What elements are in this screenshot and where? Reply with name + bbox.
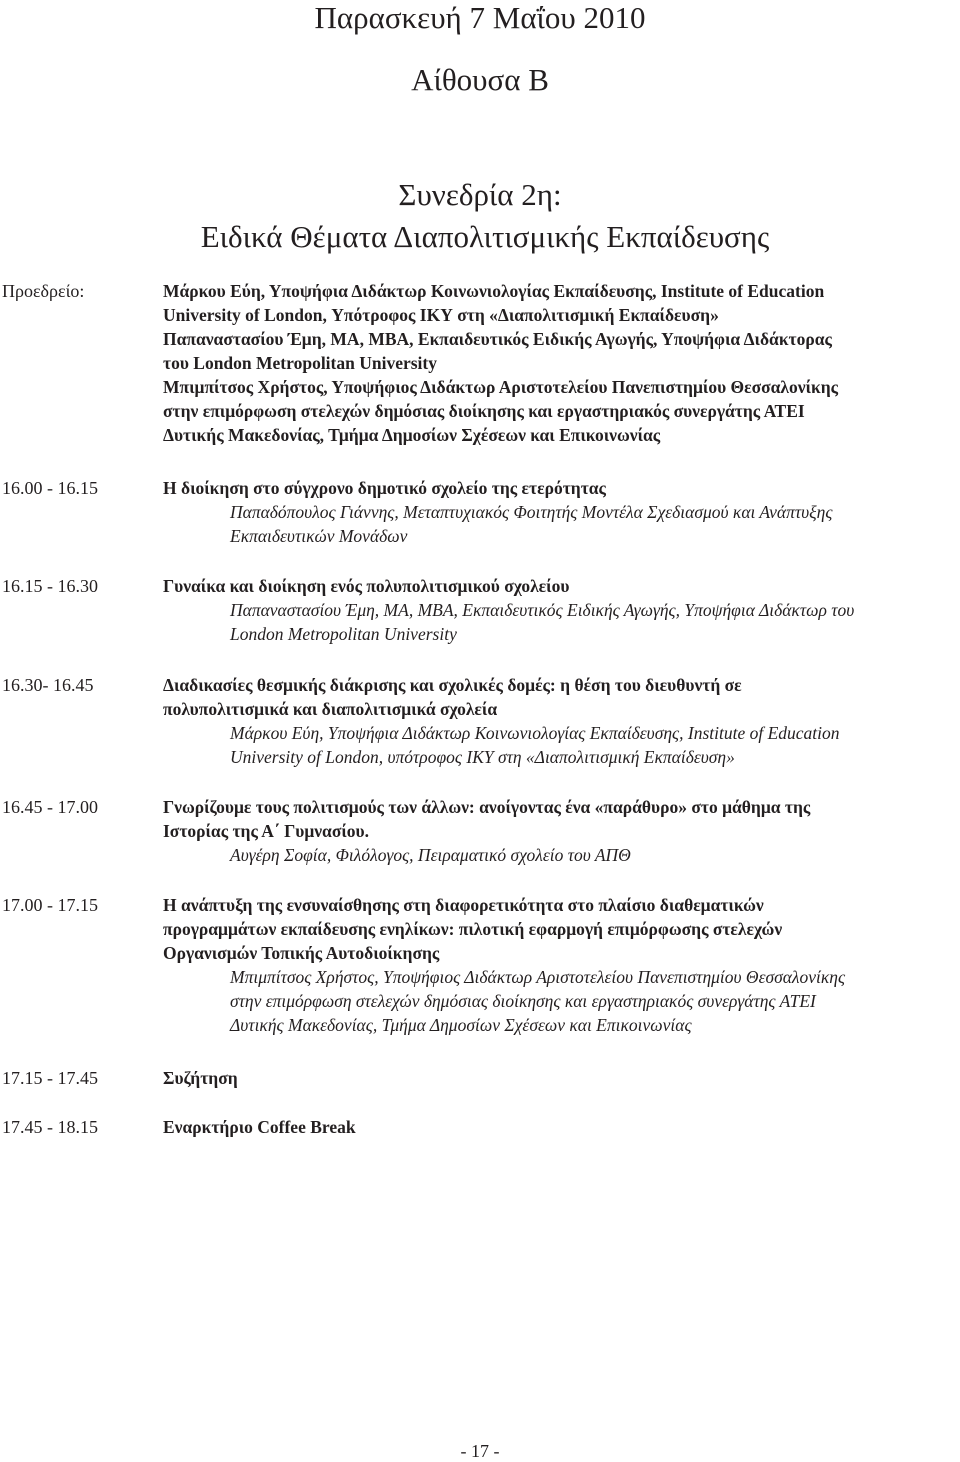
chair-line: Παπαναστασίου Έμη, ΜΑ, ΜΒΑ, Εκπαιδευτικός Ειδικής Αγωγής, Υποψήφια Διδάκτορας (163, 329, 832, 349)
time-slot: 17.45 - 18.15 (2, 1117, 98, 1137)
item-content (163, 1066, 953, 1090)
time-slot: 16.45 - 17.00 (2, 797, 98, 817)
chair-line: του London Metropolitan University (163, 353, 437, 373)
time-slot: 17.15 - 17.45 (2, 1068, 98, 1088)
session-title: Συνεδρία 2η: (398, 177, 562, 212)
talk-title: πολυπολιτισμικά και διαπολιτισμικά σχολεία (163, 699, 498, 719)
session-subtitle: Ειδικά Θέματα Διαπολιτισμικής Εκπαίδευσης (200, 219, 770, 254)
speaker-line: London Metropolitan University (230, 624, 457, 644)
chair-line: Μπιμπίτσος Χρήστος, Υποψήφιος Διδάκτωρ Αριστοτελείου Πανεπιστημίου Θεσσαλονίκης (163, 377, 839, 397)
time-slot: 16.15 - 16.30 (2, 576, 98, 596)
chair-line: Δυτικής Μακεδονίας, Τμήμα Δημοσίων Σχέσεων και Επικοινωνίας (163, 425, 661, 445)
page-number: - 17 - (460, 1441, 500, 1461)
talk-title: Διαδικασίες θεσμικής διάκρισης και σχολικές δομές: η θέση του διευθυντή σε (163, 675, 742, 695)
talk-title: Ιστορίας της Α΄ Γυμνασίου. (163, 821, 369, 841)
speaker-line: Δυτικής Μακεδονίας, Τμήμα Δημοσίων Σχέσεων και Επικοινωνίας (230, 1015, 692, 1035)
chair-label: Προεδρείο: (2, 281, 85, 301)
speaker-line: Παπαναστασίου Έμη, ΜΑ, ΜΒΑ, Εκπαιδευτικός Ειδικής Αγωγής, Υποψήφια Διδάκτωρ του (230, 600, 855, 620)
speaker-line: University of London, υπότροφος ΙΚΥ στη «Διαπολιτισμική Εκπαίδευση» (230, 747, 735, 767)
talk-title: προγραμμάτων εκπαίδευσης ενηλίκων: πιλοτική εφαρμογή επιμόρφωσης στελεχών (163, 919, 783, 939)
talk-title: Εναρκτήριο Coffee Break (163, 1117, 356, 1137)
chair-members (163, 279, 953, 447)
speaker-line: Μάρκου Εύη, Υποψήφια Διδάκτωρ Κοινωνιολογίας Εκπαίδευσης, Institute of Education (230, 723, 840, 743)
time-slot: 16.30- 16.45 (2, 675, 94, 695)
item-content (163, 574, 953, 646)
time-slot: 17.00 - 17.15 (2, 895, 98, 915)
speaker-line: Αυγέρη Σοφία, Φιλόλογος, Πειραματικό σχολείο του ΑΠΘ (230, 845, 631, 865)
talk-title: Συζήτηση (163, 1068, 238, 1088)
item-content (163, 673, 953, 769)
item-content (163, 795, 953, 867)
talk-title: Η ανάπτυξη της ενσυναίσθησης στη διαφορετικότητα στο πλαίσιο διαθεματικών (163, 895, 764, 915)
room-heading: Αίθουσα Β (411, 62, 549, 97)
speaker-line: Παπαδόπουλος Γιάννης, Μεταπτυχιακός Φοιτητής Μοντέλα Σχεδιασμού και Ανάπτυξης (230, 502, 833, 522)
date-heading: Παρασκευή 7 Μαΐου 2010 (314, 0, 646, 35)
talk-title: Οργανισμών Τοπικής Αυτοδιοίκησης (163, 943, 440, 963)
item-content (163, 1115, 953, 1139)
talk-title: Γυναίκα και διοίκηση ενός πολυπολιτισμικού σχολείου (163, 576, 570, 596)
chair-line: University of London, Υπότροφος ΙΚΥ στη «Διαπολιτισμική Εκπαίδευση» (163, 305, 719, 325)
item-content (163, 893, 953, 1037)
talk-title: Η διοίκηση στο σύγχρονο δημοτικό σχολείο της ετερότητας (163, 478, 606, 498)
speaker-line: Μπιμπίτσος Χρήστος, Υποψήφιος Διδάκτωρ Αριστοτελείου Πανεπιστημίου Θεσσαλονίκης (230, 967, 846, 987)
item-content (163, 476, 953, 548)
time-slot: 16.00 - 16.15 (2, 478, 98, 498)
speaker-line: στην επιμόρφωση στελεχών δημόσιας διοίκησης και εργαστηριακός συνεργάτης ΑΤΕΙ (230, 991, 816, 1011)
chair-line: Μάρκου Εύη, Υποψήφια Διδάκτωρ Κοινωνιολογίας Εκπαίδευσης, Institute of Education (163, 281, 825, 301)
chair-line: στην επιμόρφωση στελεχών δημόσιας διοίκησης και εργαστηριακός συνεργάτης ΑΤΕΙ (163, 401, 805, 421)
speaker-line: Εκπαιδευτικών Μονάδων (230, 526, 408, 546)
talk-title: Γνωρίζουμε τους πολιτισμούς των άλλων: ανοίγοντας ένα «παράθυρο» στο μάθημα της (163, 797, 811, 817)
